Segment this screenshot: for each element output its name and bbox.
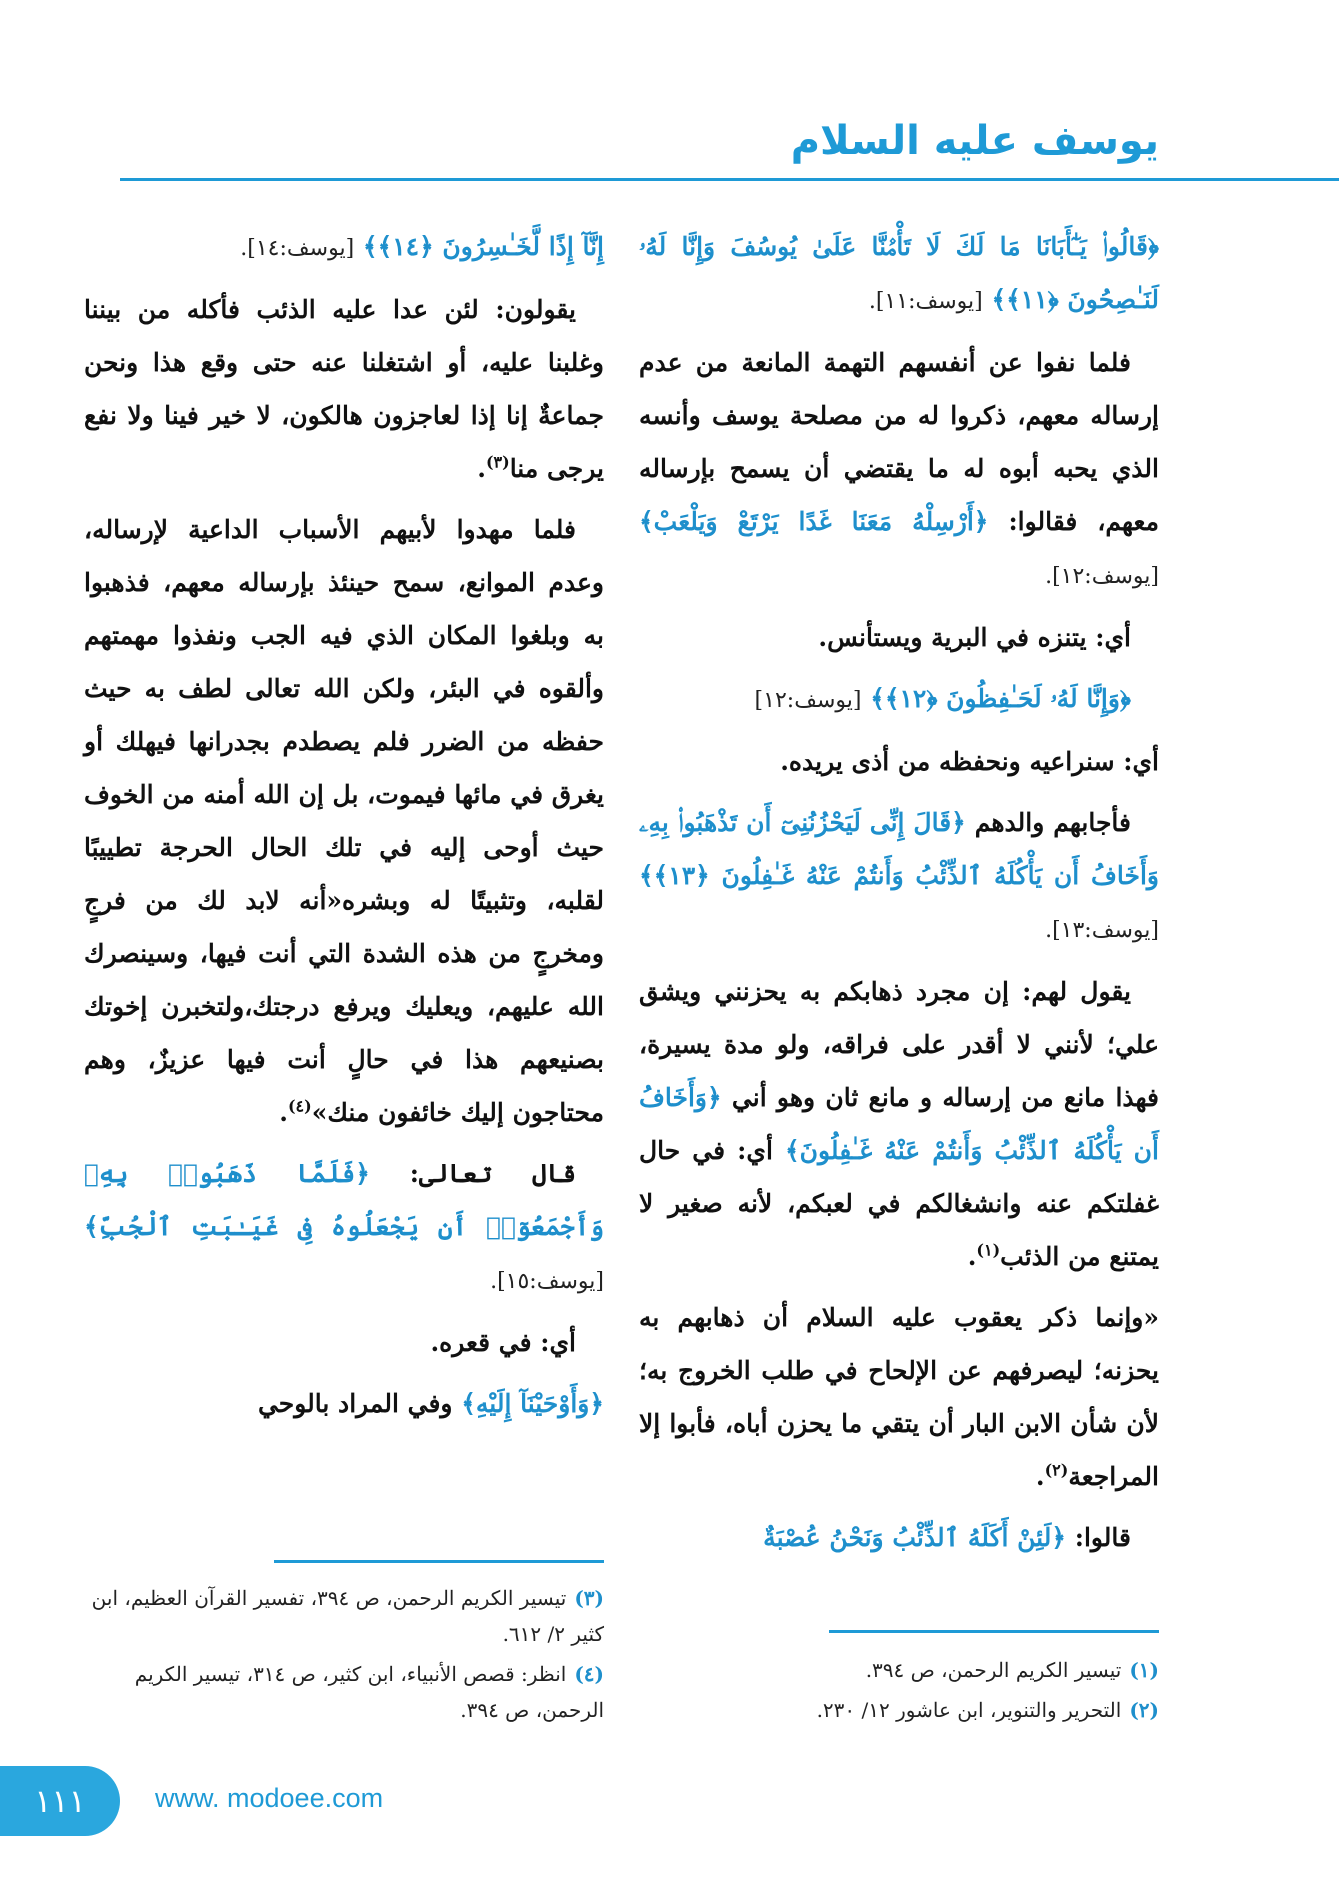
body-text: وفي المراد بالوحي	[257, 1389, 453, 1418]
footnote-number: (٤)	[574, 1662, 604, 1686]
paragraph	[639, 611, 1159, 664]
quran-verse: ﴿وَأَخَافُ أَن يَأْكُلَهُ ٱلذِّئْبُ وَأَنتُمْ عَنْهُ غَـٰفِلُونَ﴾	[639, 1083, 1159, 1165]
verse-reference: [يوسف:١٤].	[240, 236, 355, 261]
quran-verse: ﴿قَالُوا۟ يَـٰٓأَبَانَا مَا لَكَ لَا تَأْمَ۫نَّا عَلَىٰ يُوسُفَ وَإِنَّا لَهُۥ لَنَـٰصِحُونَ ﴿١١﴾﴾	[639, 232, 1159, 314]
footnote-marker[interactable]: (٢)	[1044, 1460, 1069, 1480]
body-text: فلما مهدوا لأبيهم الأسباب الداعية لإرساله، وعدم الموانع، سمح حينئذ بإرساله معهم، فذهبوا به وبلغوا المكان الذي فيه الجب ونفذوا مهمتهم وألقوه في البئر، ولكن الله تعالى لطف به حيث حفظه من الضرر فلم يصطدم بجدرانها فيهلك أو يغرق في مائها فيموت، بل إن الله أمنه من الخوف حيث أوحى إليه في تلك الحال الحرجة تطييبًا لقلبه، وتثبيتًا له وبشره«أنه لابد لك من فرجٍ ومخرجٍ من هذه الشدة التي أنت فيها، وسينصرك الله عليهم، ويعليك ويرفع درجتك،ولتخبرن إخوتك بصنيعهم هذا في حالٍ أنت فيها عزيزٌ، وهم محتاجون إليك خائفون منك»	[84, 515, 604, 1127]
paragraph: يقول لهم: إن مجرد ذهابكم به يحزنني ويشق علي؛ لأنني لا أقدر على فراقه، ولو مدة يسيرة، فهذا مانع من إرساله و مانع ثان وهو أني ﴿وَأَخَافُ أَن يَأْكُلَهُ ٱلذِّئْبُ وَأَنتُمْ عَنْهُ غَـٰفِلُونَ﴾ أي: في حال غفلتكم عنه وانشغالكم في لعبكم، لأنه صغير لا يمتنع من الذئب$^{(١)}$.	[639, 977, 1159, 1271]
footnote	[84, 1656, 604, 1728]
body-text: قال تعالى:	[409, 1159, 576, 1188]
paragraph	[639, 1511, 1159, 1564]
left-column	[84, 220, 604, 1438]
body-text: «وإنما ذكر يعقوب عليه السلام أن ذهابهم به يحزنه؛ ليصرفهم عن الإلحاح في طلب الخروج به؛ لأن شأن الابن البار أن يتقي ما يحزن أباه، فأبوا إلا المراجعة	[639, 1303, 1159, 1491]
paragraph	[84, 1147, 604, 1308]
footnote-text: التحرير والتنوير، ابن عاشور ١٢/ ٢٣٠.	[816, 1698, 1122, 1722]
quran-verse: ﴿فَلَمَّا ذَهَبُوا۟ بِهِۦ وَأَجْمَعُوٓا۟ أَن يَجْعَلُوهُ فِى غَيَـٰبَتِ ٱلْجُبِّ﴾	[84, 1159, 604, 1241]
verse-reference: [يوسف:١١].	[868, 289, 983, 314]
quran-verse: ﴿وَأَوْحَيْنَآ إِلَيْهِ﴾	[461, 1389, 604, 1418]
website-link[interactable]: www. modoee.com	[155, 1783, 384, 1813]
paragraph	[84, 220, 604, 275]
paragraph	[639, 672, 1159, 727]
body-text: أي: في قعره.	[430, 1328, 576, 1357]
paragraph	[84, 1316, 604, 1369]
footnote-text: تيسير الكريم الرحمن، ص ٣٩٤.	[865, 1658, 1122, 1682]
verse-reference: [يوسف:١٢].	[1045, 564, 1159, 589]
body-text: أي: سنراعيه ونحفظه من أذى يريده.	[780, 747, 1159, 776]
body-text: فأجابهم والدهم	[974, 808, 1131, 837]
footnote-divider	[829, 1630, 1159, 1633]
paragraph	[639, 735, 1159, 788]
verse-reference: [يوسف:١٣].	[1045, 918, 1159, 943]
footnote-text: تيسير الكريم الرحمن، ص ٣٩٤، تفسير القرآن العظيم، ابن كثير ٢/ ٦١٢.	[91, 1586, 604, 1646]
paragraph: فلما مهدوا لأبيهم الأسباب الداعية لإرساله، وعدم الموانع، سمح حينئذ بإرساله معهم، فذهبوا به وبلغوا المكان الذي فيه الجب ونفذوا مهمتهم وألقوه في البئر، ولكن الله تعالى لطف به حيث حفظه من الضرر فلم يصطدم بجدرانها فيهلك أو يغرق في مائها فيموت، بل إن الله أمنه من الخوف حيث أوحى إليه في تلك الحال الحرجة تطييبًا لقلبه، وتثبيتًا له وبشره«أنه لابد لك من فرجٍ ومخرجٍ من هذه الشدة التي أنت فيها، وسينصرك الله عليهم، ويعليك ويرفع درجتك،ولتخبرن إخوتك بصنيعهم هذا في حالٍ أنت فيها عزيزٌ، وهم محتاجون إليك خائفون منك»$^{(٤)}$.	[84, 515, 604, 1127]
body-text: قالوا:	[1074, 1523, 1131, 1552]
page-header-title: يوسف عليه السلام	[790, 118, 1159, 164]
footnote	[84, 1580, 604, 1652]
quran-verse: إِنَّآ إِذًا لَّخَـٰسِرُونَ ﴿١٤﴾﴾	[362, 232, 604, 261]
footnote-divider	[274, 1560, 604, 1563]
body-text: يقولون: لئن عدا عليه الذئب فأكله من بيننا وغلبنا عليه، أو اشتغلنا عنه حتى وقع هذا ونحن جماعةٌ إنا إذا لعاجزون هالكون، لا خير فينا ولا نفع يرجى منا	[84, 295, 604, 483]
paragraph: «وإنما ذكر يعقوب عليه السلام أن ذهابهم به يحزنه؛ ليصرفهم عن الإلحاح في طلب الخروج به؛ لأن شأن الابن البار أن يتقي ما يحزن أباه، فأبوا إلا المراجعة$^{(٢)}$.	[639, 1303, 1159, 1491]
quran-verse: ﴿لَئِنْ أَكَلَهُ ٱلذِّئْبُ وَنَحْنُ عُصْبَةٌ	[763, 1523, 1066, 1552]
footnote-number: (٣)	[574, 1586, 604, 1610]
paragraph	[639, 220, 1159, 328]
quran-verse: ﴿قَالَ إِنِّى لَيَحْزُنُنِىٓ أَن تَذْهَبُوا۟ بِهِۦ وَأَخَافُ أَن يَأْكُلَهُ ٱلذِّئْبُ وَأَنتُمْ عَنْهُ غَـٰفِلُونَ ﴿١٣﴾﴾	[639, 808, 1159, 890]
right-column	[639, 220, 1159, 1572]
footnote-marker[interactable]: (٤)	[287, 1096, 312, 1116]
footnote	[639, 1652, 1159, 1688]
verse-reference: [يوسف:١٥].	[490, 1269, 604, 1294]
footnote-marker[interactable]: (١)	[976, 1240, 1001, 1260]
paragraph	[639, 336, 1159, 603]
footnote-text: انظر: قصص الأنبياء، ابن كثير، ص ٣١٤، تيسير الكريم الرحمن، ص ٣٩٤.	[134, 1662, 604, 1722]
page-number-badge	[0, 1766, 120, 1836]
quran-verse: ﴿وَإِنَّا لَهُۥ لَحَـٰفِظُونَ ﴿١٢﴾﴾	[870, 684, 1131, 713]
footnote-marker[interactable]: (٣)	[485, 452, 510, 472]
footnotes-left	[84, 1580, 604, 1732]
footnote	[639, 1692, 1159, 1728]
body-text: أي: في حال غفلتكم عنه وانشغالكم في لعبكم، لأنه صغير لا يمتنع من الذئب	[639, 1136, 1159, 1271]
quran-verse: ﴿أَرْسِلْهُ مَعَنَا غَدًا يَرْتَعْ وَيَلْعَبْ﴾	[639, 507, 989, 536]
page-number: ١١١	[34, 1782, 86, 1820]
footnote-number: (١)	[1129, 1658, 1159, 1682]
paragraph	[84, 1377, 604, 1430]
footnotes-right	[639, 1652, 1159, 1732]
paragraph	[639, 796, 1159, 957]
footnote-number: (٢)	[1129, 1698, 1159, 1722]
body-text: أي: يتنزه في البرية ويستأنس.	[818, 623, 1131, 652]
body-text: فلما نفوا عن أنفسهم التهمة المانعة من عدم إرساله معهم، ذكروا له من مصلحة يوسف وأنسه الذي يحبه أبوه له ما يقتضي أن يسمح بإرساله معهم، فقالوا:	[639, 348, 1159, 536]
verse-reference: [يوسف:١٢]	[754, 688, 862, 713]
body-text: يقول لهم: إن مجرد ذهابكم به يحزنني ويشق علي؛ لأنني لا أقدر على فراقه، ولو مدة يسيرة، فهذا مانع من إرساله و مانع ثان وهو أني	[639, 977, 1159, 1112]
paragraph: يقولون: لئن عدا عليه الذئب فأكله من بيننا وغلبنا عليه، أو اشتغلنا عنه حتى وقع هذا ونحن جماعةٌ إنا إذا لعاجزون هالكون، لا خير فينا ولا نفع يرجى منا$^{(٣)}$.	[84, 295, 604, 483]
header-divider	[120, 178, 1339, 181]
